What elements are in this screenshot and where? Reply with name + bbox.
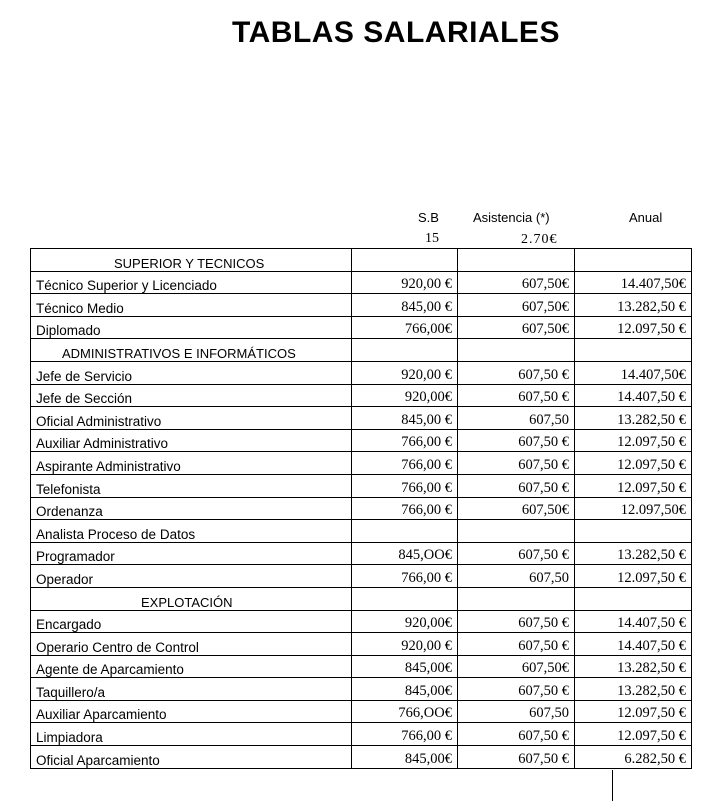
table-row — [31, 520, 692, 543]
salary-base-cell: 766,00€ — [352, 316, 458, 339]
asistencia-cell: 607,50 € — [458, 361, 575, 384]
salary-base-cell: 920,00 € — [352, 633, 458, 656]
section-title — [31, 249, 352, 272]
category-name — [31, 610, 352, 633]
subheader-sb-value: 15 — [425, 231, 439, 246]
annual-cell: 13.282,50 € — [575, 294, 692, 317]
category-name — [31, 633, 352, 656]
category-name — [31, 452, 352, 475]
annual-cell — [575, 339, 692, 362]
annual-cell: 12.097,50 € — [575, 474, 692, 497]
salary-base-cell: 845,OO€ — [352, 542, 458, 565]
category-label: Técnico Superior y Licenciado — [36, 278, 217, 294]
subheader-asistencia-value: 2.70€ — [521, 232, 558, 247]
table-row — [31, 316, 692, 339]
category-name — [31, 746, 352, 769]
salary-base-cell: 920,00 € — [352, 361, 458, 384]
table-row — [31, 271, 692, 294]
category-label: SUPERIOR Y TECNICOS — [114, 255, 265, 271]
table-row — [31, 655, 692, 678]
category-name — [31, 407, 352, 430]
category-name — [31, 723, 352, 746]
table-row — [31, 407, 692, 430]
salary-base-cell: 766,00 € — [352, 723, 458, 746]
table-row — [31, 294, 692, 317]
salary-table-body — [31, 249, 692, 769]
annual-cell — [575, 520, 692, 543]
asistencia-cell: 607,50 € — [458, 429, 575, 452]
asistencia-cell: 607,50 € — [458, 723, 575, 746]
salary-base-cell — [352, 520, 458, 543]
asistencia-cell: 607,50 — [458, 700, 575, 723]
category-label: Jefe de Sección — [36, 391, 133, 407]
category-label: Jefe de Servicio — [36, 368, 133, 384]
table-row — [31, 452, 692, 475]
table-row — [31, 565, 692, 588]
salary-base-cell — [352, 587, 458, 610]
annual-cell: 14.407,50€ — [575, 271, 692, 294]
category-label: Técnico Medio — [36, 300, 124, 316]
annual-cell: 12.097,50 € — [575, 723, 692, 746]
column-header-sb: S.B — [418, 210, 439, 225]
asistencia-cell — [458, 520, 575, 543]
annual-cell: 6.282,50 € — [575, 746, 692, 769]
table-row — [31, 700, 692, 723]
category-label: Programador — [36, 549, 115, 565]
salary-base-cell: 766,00 € — [352, 429, 458, 452]
category-name — [31, 429, 352, 452]
table-row — [31, 497, 692, 520]
category-name — [31, 497, 352, 520]
table-row — [31, 633, 692, 656]
salary-base-cell: 766,00 € — [352, 497, 458, 520]
asistencia-cell: 607,50 € — [458, 746, 575, 769]
annual-cell: 14.407,50€ — [575, 361, 692, 384]
asistencia-cell — [458, 339, 575, 362]
category-label: Operador — [36, 571, 94, 587]
category-label: EXPLOTACIÓN — [141, 594, 233, 610]
category-label: Taquillero/a — [36, 684, 106, 700]
table-row — [31, 746, 692, 769]
annual-cell: 13.282,50 € — [575, 542, 692, 565]
category-label: Auxiliar Administrativo — [36, 436, 169, 452]
annual-cell: 13.282,50 € — [575, 678, 692, 701]
salary-table — [30, 248, 692, 769]
annual-cell: 14.407,50 € — [575, 384, 692, 407]
section-row — [31, 339, 692, 362]
category-name — [31, 655, 352, 678]
annual-cell: 12.097,50 € — [575, 565, 692, 588]
category-label: Encargado — [36, 617, 102, 633]
annual-cell: 14.407,50 € — [575, 633, 692, 656]
category-label: Oficial Administrativo — [36, 413, 162, 429]
asistencia-cell: 607,50€ — [458, 655, 575, 678]
salary-base-cell: 766,00 € — [352, 474, 458, 497]
asistencia-cell: 607,50€ — [458, 271, 575, 294]
category-label: Ordenanza — [36, 504, 103, 520]
annual-cell: 12.097,50 € — [575, 452, 692, 475]
table-row — [31, 384, 692, 407]
annual-cell: 12.097,50 € — [575, 316, 692, 339]
category-name — [31, 316, 352, 339]
category-name — [31, 565, 352, 588]
category-name — [31, 294, 352, 317]
category-name — [31, 678, 352, 701]
salary-base-cell — [352, 249, 458, 272]
category-name — [31, 520, 352, 543]
category-label: Operario Centro de Control — [36, 639, 199, 655]
asistencia-cell: 607,50 — [458, 407, 575, 430]
category-name — [31, 700, 352, 723]
salary-base-cell: 920,00€ — [352, 384, 458, 407]
salary-base-cell: 920,00€ — [352, 610, 458, 633]
category-label: Auxiliar Aparcamiento — [36, 707, 167, 723]
category-label: Oficial Aparcamiento — [36, 752, 160, 768]
salary-base-cell: 845,00€ — [352, 655, 458, 678]
asistencia-cell: 607,50 € — [458, 678, 575, 701]
category-name — [31, 361, 352, 384]
asistencia-cell: 607,50 € — [458, 384, 575, 407]
annual-cell: 13.282,50 € — [575, 407, 692, 430]
table-row — [31, 361, 692, 384]
asistencia-cell: 607,50 € — [458, 474, 575, 497]
annual-cell: 14.407,50 € — [575, 610, 692, 633]
annual-cell — [575, 587, 692, 610]
annual-cell: 12.097,50 € — [575, 700, 692, 723]
salary-base-cell: 766,00 € — [352, 452, 458, 475]
asistencia-cell — [458, 587, 575, 610]
asistencia-cell: 607,50€ — [458, 316, 575, 339]
category-label: Aspirante Administrativo — [36, 458, 181, 474]
annual-cell: 13.282,50 € — [575, 655, 692, 678]
table-row — [31, 723, 692, 746]
column-header-asistencia: Asistencia (*) — [473, 210, 550, 225]
annual-cell: 12.097,50€ — [575, 497, 692, 520]
table-row — [31, 610, 692, 633]
annual-cell: 12.097,50 € — [575, 429, 692, 452]
section-row — [31, 249, 692, 272]
category-label: Analista Proceso de Datos — [36, 526, 196, 542]
asistencia-cell: 607,50 € — [458, 633, 575, 656]
asistencia-cell: 607,50€ — [458, 497, 575, 520]
salary-base-cell: 766,OO€ — [352, 700, 458, 723]
page-title: TABLAS SALARIALES — [232, 16, 560, 49]
section-title — [31, 339, 352, 362]
category-label: Diplomado — [36, 323, 101, 339]
salary-base-cell: 845,00€ — [352, 746, 458, 769]
category-name — [31, 384, 352, 407]
section-row — [31, 587, 692, 610]
stray-line — [612, 770, 613, 801]
category-label: Agente de Aparcamiento — [36, 662, 184, 678]
table-row — [31, 429, 692, 452]
annual-cell — [575, 249, 692, 272]
column-header-anual: Anual — [629, 210, 663, 225]
salary-base-cell: 845,00 € — [352, 294, 458, 317]
salary-base-cell: 845,00 € — [352, 407, 458, 430]
category-name — [31, 542, 352, 565]
category-label: Limpiadora — [36, 730, 103, 746]
category-label: Telefonista — [36, 481, 101, 497]
asistencia-cell: 607,50 € — [458, 542, 575, 565]
asistencia-cell: 607,50 € — [458, 610, 575, 633]
salary-base-cell — [352, 339, 458, 362]
table-row — [31, 542, 692, 565]
asistencia-cell: 607,50€ — [458, 294, 575, 317]
salary-base-cell: 920,00 € — [352, 271, 458, 294]
salary-base-cell: 766,00 € — [352, 565, 458, 588]
table-row — [31, 678, 692, 701]
salary-base-cell: 845,00€ — [352, 678, 458, 701]
category-name — [31, 271, 352, 294]
table-row — [31, 474, 692, 497]
asistencia-cell: 607,50 € — [458, 452, 575, 475]
section-title — [31, 587, 352, 610]
asistencia-cell — [458, 249, 575, 272]
asistencia-cell: 607,50 — [458, 565, 575, 588]
category-name — [31, 474, 352, 497]
category-label: ADMINISTRATIVOS E INFORMÁTICOS — [62, 345, 296, 361]
